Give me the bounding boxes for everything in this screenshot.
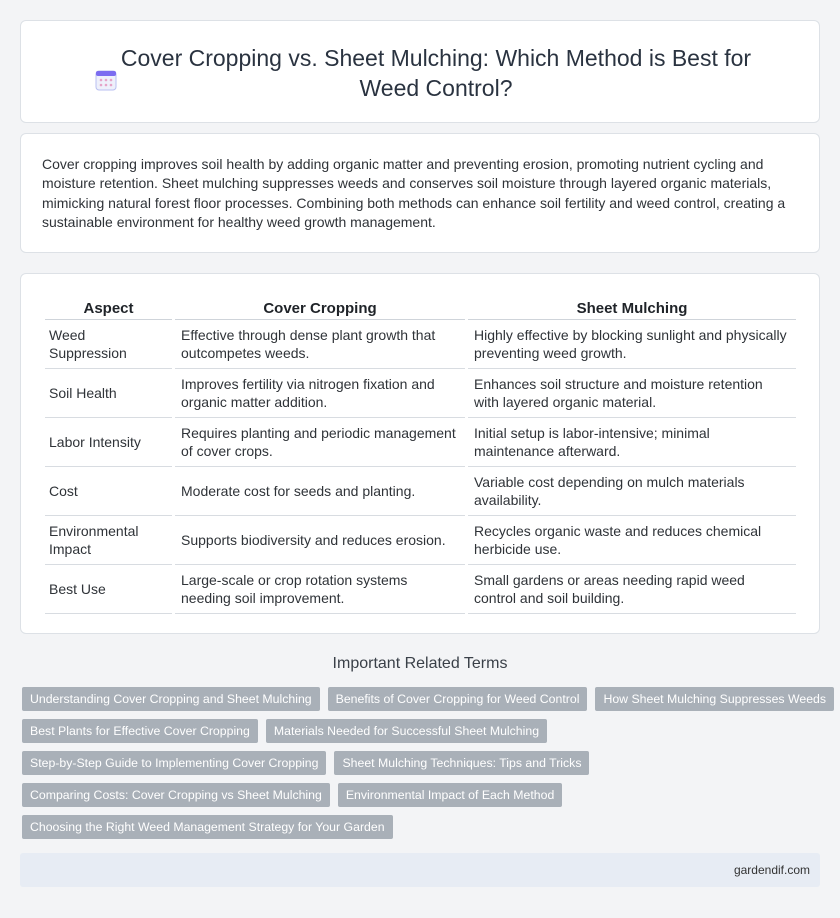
table-row [45,516,796,565]
related-term-link[interactable]: Sheet Mulching Techniques: Tips and Tricks [334,751,589,775]
footer [20,853,820,887]
header-sheet-mulching: Sheet Mulching [468,295,796,320]
cover-cropping-cell: Effective through dense plant growth that outcompetes weeds. [175,320,465,369]
intro-paragraph: Cover cropping improves soil health by adding organic matter and preventing erosion, promoting nutrient cycling and moisture retention. Sheet mulching suppresses weeds and conserves soil moisture through layered organic materials, mimicking natural forest floor processes. Combining both methods can enhance soil fertility and weed control, creating a sustainable environment for healthy weed growth management. [42,156,786,231]
sheet-mulching-cell: Enhances soil structure and moisture retention with layered organic material. [468,369,796,418]
table-row [45,467,796,516]
related-term-link[interactable]: Best Plants for Effective Cover Cropping [22,719,258,743]
table-header-row [45,295,796,320]
related-term-link[interactable]: Materials Needed for Successful Sheet Mulching [266,719,547,743]
table-row [45,565,796,614]
cover-cropping-cell: Improves fertility via nitrogen fixation and organic matter addition. [175,369,465,418]
page-title: Cover Cropping vs. Sheet Mulching: Which Method is Best for Weed Control? [120,45,752,101]
title-card [20,20,820,123]
cover-cropping-cell: Large-scale or crop rotation systems needing soil improvement. [175,565,465,614]
intro-card [20,133,820,253]
sheet-mulching-cell: Initial setup is labor-intensive; minimal maintenance afterward. [468,418,796,467]
aspect-cell: Weed Suppression [45,320,172,369]
related-term-link[interactable]: Understanding Cover Cropping and Sheet Mulching [22,687,320,711]
related-term-link[interactable]: Comparing Costs: Cover Cropping vs Sheet Mulching [22,783,330,807]
cover-cropping-cell: Moderate cost for seeds and planting. [175,467,465,516]
footer-site-link[interactable]: gardendif.com [733,863,810,877]
related-term-link[interactable]: How Sheet Mulching Suppresses Weeds [595,687,834,711]
sheet-mulching-cell: Small gardens or areas needing rapid weed control and soil building. [468,565,796,614]
sheet-mulching-cell: Highly effective by blocking sunlight and physically preventing weed growth. [468,320,796,369]
cover-cropping-cell: Requires planting and periodic management of cover crops. [175,418,465,467]
related-term-link[interactable]: Choosing the Right Weed Management Strategy for Your Garden [22,815,393,839]
related-terms-list [22,687,827,847]
comparison-table [42,295,799,614]
table-row [45,418,796,467]
related-terms-heading: Important Related Terms [332,655,508,672]
related-term-link[interactable]: Benefits of Cover Cropping for Weed Control [328,687,588,711]
header-aspect: Aspect [45,295,172,320]
aspect-cell: Labor Intensity [45,418,172,467]
cover-cropping-cell: Supports biodiversity and reduces erosion. [175,516,465,565]
comparison-card [20,273,820,634]
sheet-mulching-cell: Variable cost depending on mulch materials availability. [468,467,796,516]
aspect-cell: Soil Health [45,369,172,418]
sheet-mulching-cell: Recycles organic waste and reduces chemical herbicide use. [468,516,796,565]
related-term-link[interactable]: Step-by-Step Guide to Implementing Cover Cropping [22,751,326,775]
table-row [45,369,796,418]
aspect-cell: Environmental Impact [45,516,172,565]
header-cover-cropping: Cover Cropping [175,295,465,320]
related-term-link[interactable]: Environmental Impact of Each Method [338,783,562,807]
aspect-cell: Best Use [45,565,172,614]
aspect-cell: Cost [45,467,172,516]
table-row [45,320,796,369]
